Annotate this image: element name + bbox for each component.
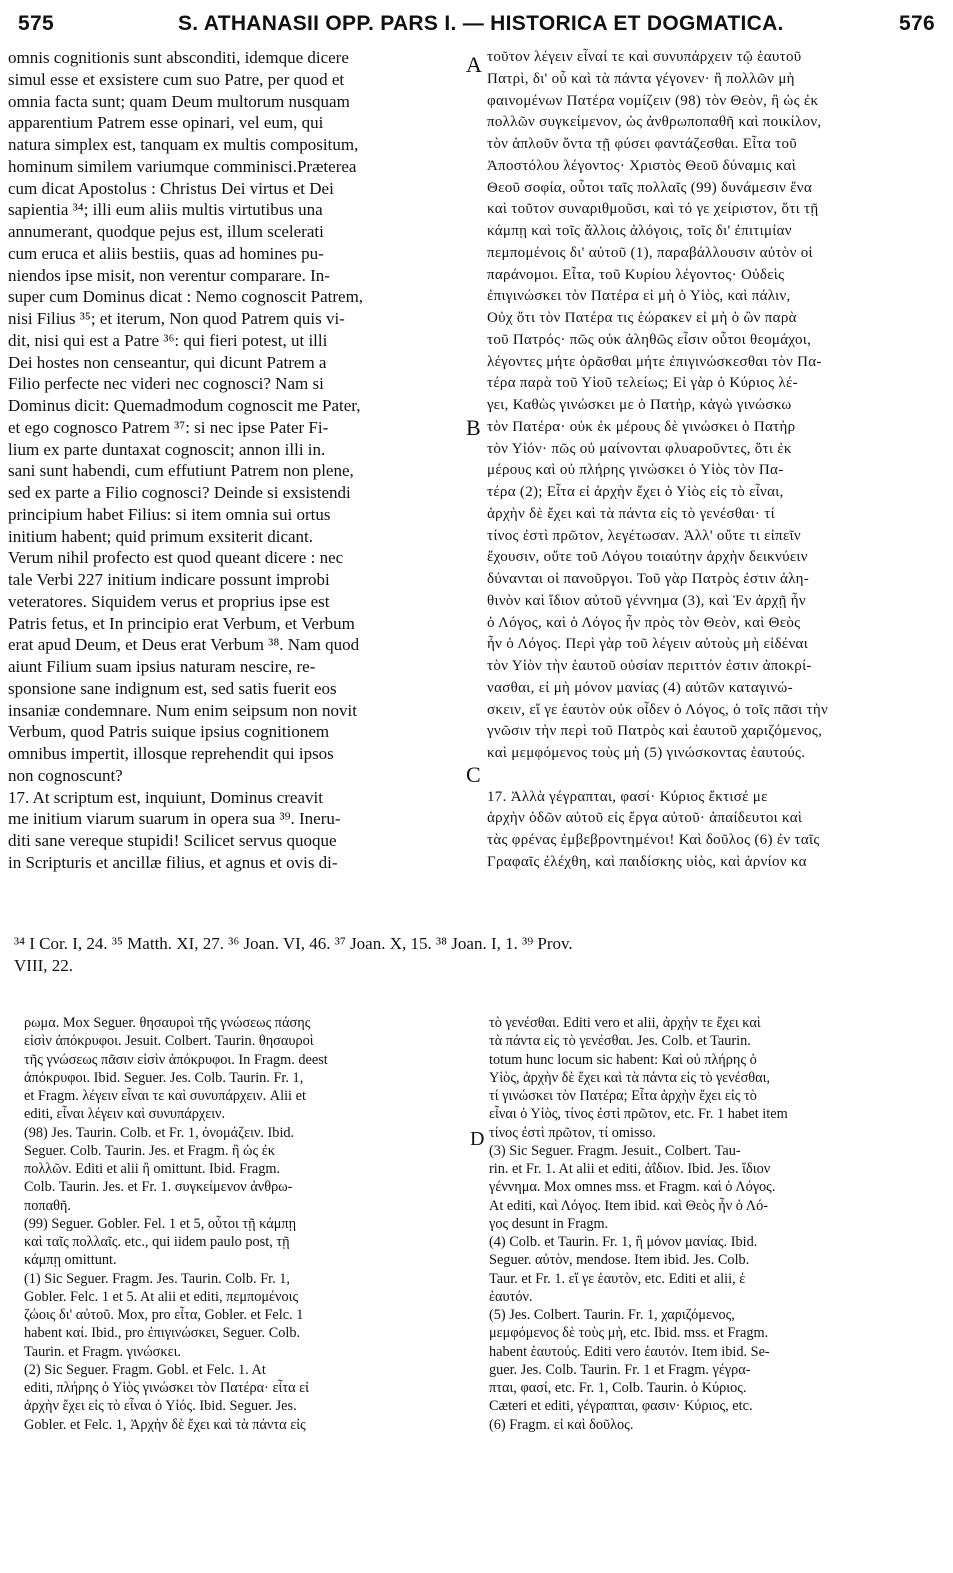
- latin-line: apparentium Patrem esse opinari, vel eum, qui: [8, 113, 324, 133]
- greek-line: τὸν Υἱὸν τὴν ἑαυτοῦ οὐσίαν περιττόν ἐστιν ἀποκρί-: [487, 658, 812, 674]
- note-line: πολλῶν. Editi et alii ἢ omittunt. Ibid. Fragm.: [24, 1161, 281, 1177]
- latin-line: hominum similem variumque comminisci.Præterea: [8, 156, 357, 176]
- latin-line: veteratores. Siquidem verus et proprius ipse est: [8, 591, 330, 611]
- greek-line: τέρα (2); Εἶτα εἰ ἀρχὴν ἔχει ὁ Υἱὸς εἰς τὸ εἶναι,: [487, 484, 784, 500]
- latin-text-column: [8, 47, 462, 874]
- greek-line: γει, Καθὼς γινώσκει με ὁ Πατὴρ, κἀγὼ γινώσκω: [487, 397, 792, 413]
- latin-line: omnis cognitionis sunt absconditi, idemque dicere: [8, 48, 349, 67]
- note-line: (2) Sic Seguer. Fragm. Gobl. et Felc. 1. At: [24, 1361, 266, 1378]
- greek-line: καὶ μεμφόμενος τοὺς μὴ (5) γινώσκοντας ἑαυτούς.: [487, 745, 806, 761]
- latin-line: Verbum, quod Patris suique ipsius cognitionem: [8, 722, 330, 742]
- greek-line: καὶ τοῦτον συναριθμοῦσι, καὶ τό γε χείριστον, ὅτι τῇ: [487, 201, 819, 218]
- greek-line: [487, 765, 940, 787]
- latin-line: Verum nihil profecto est quod queant dicere : nec: [8, 548, 344, 568]
- page-number-right: 576: [899, 12, 935, 35]
- scripture-ref-line: VIII, 22.: [14, 956, 74, 975]
- greek-line: τὸν Υἱόν· πῶς οὐ μαίνονται φλυαροῦντες, ὅτι ἐκ: [487, 440, 792, 457]
- greek-line: πεμπομένοις δι' αὐτοῦ (1), παραβάλλουσιν αὐτὸν οἱ: [487, 244, 813, 261]
- note-line: Seguer. Colb. Taurin. Jes. et Fragm. ἢ ὡς ἐκ: [24, 1142, 275, 1159]
- latin-line: super cum Dominus dicat : Nemo cognoscit Patrem,: [8, 287, 364, 307]
- greek-line: μέρους καὶ οὐ πλήρης γινώσκει ὁ Υἱὸς τὸν Πα-: [487, 462, 784, 479]
- margin-letter-d: D: [470, 1128, 485, 1150]
- latin-line: me initium viarum suarum in opera sua ³⁹. Ineru-: [8, 809, 341, 829]
- latin-line: in Scripturis et ancillæ filius, et agnus et ovis di-: [8, 852, 338, 872]
- greek-line: Γραφαῖς ἐλέχθη, καὶ παιδίσκης υἱὸς, καὶ ἀρνίον κα: [487, 853, 807, 870]
- latin-line: sapientia ³⁴; illi eum aliis multis virtutibus una: [8, 200, 323, 220]
- note-line: τίνος ἐστὶ πρῶτον, τί omisso.: [489, 1124, 656, 1141]
- note-line: (4) Colb. et Taurin. Fr. 1, ἢ μόνον μανίας. Ibid.: [489, 1234, 758, 1250]
- latin-line: non cognoscunt?: [8, 765, 123, 785]
- note-line: καὶ ταῖς πολλαῖς. etc., qui iidem paulo post, τῇ: [24, 1234, 290, 1250]
- latin-line: tale Verbi 227 initium indicare possunt improbi: [8, 570, 330, 589]
- latin-line: dit, nisi qui est a Patre ³⁶: qui fieri potest, ut illi: [8, 330, 328, 350]
- note-line: habent ἑαυτούς. Editi vero ἑαυτόν. Item ibid. Se-: [489, 1343, 770, 1360]
- latin-line: sponsione sane indignum est, sed satis fuerit eos: [8, 678, 337, 698]
- greek-line: τοῦτον λέγειν εἶναί τε καὶ συνυπάρχειν τῷ ἑαυτοῦ: [487, 49, 802, 65]
- greek-line: νασθαι, εἰ μὴ μόνον μανίας (4) αὐτῶν καταγινώ-: [487, 679, 793, 696]
- note-line: τῆς γνώσεως πᾶσιν εἰσὶν ἀπόκρυφοι. In Fragm. deest: [24, 1051, 328, 1068]
- greek-line: ἀρχὴν ὁδῶν αὐτοῦ εἰς ἔργα αὐτοῦ· ἀπαίδευτοι καὶ: [487, 810, 803, 827]
- note-line: Taurin. et Fragm. γινώσκει.: [24, 1343, 182, 1360]
- greek-line: κάμπῃ καὶ τοῖς ἄλλοις ἀλόγοις, τοῖς δι' ἐπιτιμίαν: [487, 223, 792, 239]
- greek-line: λέγοντες μήτε ὁρᾶσθαι μήτε ἐπιγινώσκεσθαι τὸν Πα-: [487, 353, 822, 370]
- note-line: (6) Fragm. εἰ καὶ δοῦλος.: [489, 1416, 634, 1433]
- note-line: Gobler. Felc. 1 et 5. At alii et editi, πεμπομένοις: [24, 1288, 299, 1305]
- greek-text-column: [487, 47, 940, 874]
- note-line: ζώοις δι' αὐτοῦ. Mox, pro εἶτα, Gobler. et Felc. 1: [24, 1307, 304, 1323]
- margin-letter-a: A: [466, 52, 482, 77]
- note-line: habent καί. Ibid., pro ἐπιγινώσκει, Seguer. Colb.: [24, 1325, 301, 1342]
- page-number-left: 575: [18, 12, 54, 35]
- note-line: κάμπῃ omittunt.: [24, 1252, 117, 1269]
- greek-line: ἦν ὁ Λόγος. Περὶ γὰρ τοῦ λέγειν αὐτοὺς μὴ εἰδέναι: [487, 636, 809, 653]
- greek-line: ἀρχὴν δὲ ἔχει καὶ τὰ πάντα εἰς τὸ γενέσθαι· τί: [487, 505, 775, 522]
- greek-line: θινὸν καὶ ἴδιον αὐτοῦ γέννημα (3), καὶ Ἐν ἀρχῇ ἦν: [487, 592, 806, 609]
- greek-line: τοῦ Πατρός· πῶς οὐκ ἀληθῶς εἶσιν οὗτοι θεομάχοι,: [487, 331, 812, 348]
- greek-line: γνῶσιν τὴν περὶ τοῦ Πατρὸς καὶ ἑαυτοῦ χαριζόμενος,: [487, 723, 823, 740]
- note-line: ἑαυτόν.: [489, 1288, 533, 1305]
- latin-line: sani sunt habendi, cum effutiunt Patrem non plene,: [8, 461, 354, 481]
- latin-line: omnia facta sunt; quam Deum multorum nusquam: [8, 91, 350, 111]
- latin-line: simul esse et exsistere cum suo Patre, per quod et: [8, 69, 345, 89]
- note-line: γέννημα. Mox omnes mss. et Fragm. καὶ ὁ Λόγος.: [489, 1179, 776, 1196]
- latin-line: lium ex parte duntaxat cognoscit; annon illi in.: [8, 439, 326, 459]
- note-line: τί γινώσκει τὸν Πατέρα; Εἶτα ἀρχὴν ἔχει εἰς τὸ: [489, 1088, 757, 1104]
- latin-line: Dominus dicit: Quemadmodum cognoscit me Pater,: [8, 396, 361, 415]
- note-line: ἀπόκρυφοι. Ibid. Seguer. Jes. Colb. Taurin. Fr. 1,: [24, 1069, 304, 1086]
- greek-line: Θεοῦ σοφία, οὗτοι ταῖς πολλαῖς (99) δυνάμεσιν ἕνα: [487, 179, 813, 196]
- note-line: et Fragm. λέγειν εἶναι τε καὶ συνυπάρχειν. Alii et: [24, 1088, 306, 1104]
- latin-line: sed ex parte a Filio cognosci? Deinde si exsistendi: [8, 483, 351, 502]
- note-line: Cæteri et editi, γέγραπται, φασιν· Κύριος, etc.: [489, 1398, 753, 1415]
- note-line: totum hunc locum sic habent: Καὶ οὐ πλήρης ὁ: [489, 1051, 757, 1068]
- scripture-ref-line: ³⁴ I Cor. I, 24. ³⁵ Matth. XI, 27. ³⁶ Joan. VI, 46. ³⁷ Joan. X, 15. ³⁸ Joan. I, 1. ³⁹ Prov.: [14, 934, 573, 953]
- note-line: (1) Sic Seguer. Fragm. Jes. Taurin. Colb. Fr. 1,: [24, 1270, 290, 1287]
- latin-line: nisi Filius ³⁵; et iterum, Non quod Patrem quis vi-: [8, 309, 345, 328]
- running-header: [18, 8, 935, 42]
- latin-line: diti sane vereque stupidi! Scilicet servus quoque: [8, 831, 337, 850]
- scripture-references: [14, 933, 934, 977]
- note-line: At editi, καὶ Λόγος. Item ibid. καὶ Θεὸς ἦν ὁ Λό-: [489, 1197, 769, 1214]
- note-line: guer. Jes. Colb. Taurin. Fr. 1 et Fragm. γέγρα-: [489, 1361, 751, 1378]
- greek-line: ἐπιγινώσκει τὸν Πατέρα εἰ μὴ ὁ Υἱὸς, καὶ πάλιν,: [487, 288, 791, 305]
- critical-notes-left: [24, 1014, 469, 1434]
- latin-line: 17. At scriptum est, inquiunt, Dominus creavit: [8, 787, 323, 807]
- margin-letter-b: B: [466, 415, 481, 440]
- latin-line: cum dicat Apostolus : Christus Dei virtus et Dei: [8, 178, 334, 198]
- note-line: editi, εἶναι λέγειν καὶ συνυπάρχειν.: [24, 1106, 226, 1123]
- note-line: μεμφόμενος δὲ τοὺς μὴ, etc. Ibid. mss. et Fragm.: [489, 1325, 769, 1342]
- latin-line: Dei hostes non censeantur, qui dicunt Patrem a: [8, 352, 327, 372]
- latin-line: natura simplex est, tanquam ex multis compositum,: [8, 135, 359, 154]
- margin-letter-c: C: [466, 762, 481, 787]
- latin-line: Filio perfecte nec videri nec cognosci? Nam si: [8, 374, 324, 394]
- latin-line: aiunt Filium suam ipsius naturam nescire, re-: [8, 657, 316, 676]
- note-line: editi, πλήρης ὁ Υἱὸς γινώσκει τὸν Πατέρα· εἶτα εἰ: [24, 1380, 309, 1396]
- note-line: τὸ γενέσθαι. Editi vero et alii, ἀρχὴν τε ἔχει καὶ: [489, 1015, 761, 1031]
- greek-line: σκειν, εἴ γε ἑαυτὸν οὐκ οἶδεν ὁ Λόγος, ὁ τοῖς πᾶσι τὴν: [487, 701, 829, 718]
- greek-line: ἔχουσιν, οὔτε τοῦ Λόγου τοιαύτην ἀρχὴν δεικνύειν: [487, 549, 808, 566]
- note-line: rin. et Fr. 1. At alii et editi, ἀΐδιον. Ibid. Jes. ἴδιον: [489, 1161, 771, 1177]
- latin-line: cum eruca et aliis bestiis, quas ad homines pu-: [8, 243, 324, 263]
- note-line: εἰσὶν ἀπόκρυφοι. Jesuit. Colbert. Taurin. θησαυροὶ: [24, 1033, 314, 1050]
- note-line: εἶναι ὁ Υἱὸς, τίνος ἐστὶ πρῶτον, etc. Fr. 1 habet item: [489, 1106, 788, 1123]
- greek-line: 17. Ἀλλὰ γέγραπται, φασί· Κύριος ἔκτισέ με: [487, 788, 768, 805]
- greek-line: τὰς φρένας ἐμβεβροντημένοι! Καὶ δοῦλος (6) ἐν ταῖς: [487, 832, 820, 848]
- note-line: Υἱὸς, ἀρχὴν δὲ ἔχει καὶ τὰ πάντα εἰς τὸ γενέσθαι,: [489, 1069, 771, 1086]
- greek-line: τὸν Πατέρα· οὐκ ἐκ μέρους δὲ γινώσκει ὁ Πατὴρ: [487, 418, 796, 435]
- greek-line: ὁ Λόγος, καὶ ὁ Λόγος ἦν πρὸς τὸν Θεὸν, καὶ Θεὸς: [487, 614, 801, 631]
- note-line: ἀρχὴν ἔχει εἰς τὸ εἶναι ὁ Υἱός. Ibid. Seguer. Jes.: [24, 1398, 297, 1415]
- greek-line: παράνομοι. Εἶτα, τοῦ Κυρίου λέγοντος· Οὐδεὶς: [487, 266, 785, 283]
- greek-line: Πατρὶ, δι' οὗ καὶ τὰ πάντα γέγονεν· ἢ πολλῶν μὴ: [487, 70, 795, 87]
- latin-line: principium habet Filius: si item omnia sui ortus: [8, 504, 331, 524]
- note-line: (3) Sic Seguer. Fragm. Jesuit., Colbert. Tau-: [489, 1142, 741, 1159]
- note-line: (98) Jes. Taurin. Colb. et Fr. 1, ὀνομάζειν. Ibid.: [24, 1124, 295, 1141]
- note-line: γος desunt in Fragm.: [489, 1215, 609, 1232]
- note-line: πται, φασί, etc. Fr. 1, Colb. Taurin. ὁ Κύριος.: [489, 1380, 747, 1396]
- note-line: Colb. Taurin. Jes. et Fr. 1. συγκείμενον ἀνθρω-: [24, 1179, 293, 1196]
- note-line: Taur. et Fr. 1. εἴ γε ἑαυτὸν, etc. Editi et alii, ἑ: [489, 1270, 746, 1287]
- greek-line: πολλῶν συγκείμενον, ὡς ἀνθρωποπαθῆ καὶ ποικίλον,: [487, 114, 822, 131]
- latin-line: insaniæ condemnare. Num enim seipsum non novit: [8, 700, 357, 720]
- note-line: ρωμα. Mox Seguer. θησαυροὶ τῆς γνώσεως πάσης: [24, 1015, 311, 1031]
- page-title: S. ATHANASII OPP. PARS I. — HISTORICA ET DOGMATICA.: [178, 12, 784, 35]
- latin-line: Patris fetus, et In principio erat Verbum, et Verbum: [8, 613, 355, 633]
- greek-line: τίνος ἐστὶ πρῶτον, λεγέτωσαν. Ἀλλ' οὔτε τι εἰπεῖν: [487, 527, 801, 544]
- latin-line: omnibus impertit, illosque reprehendit qui ipsos: [8, 744, 334, 763]
- greek-line: Ἀποστόλου λέγοντος· Χριστὸς Θεοῦ δύναμις καὶ: [487, 157, 797, 174]
- latin-line: et ego cognosco Patrem ³⁷: si nec ipse Pater Fi-: [8, 417, 329, 437]
- note-line: (99) Seguer. Gobler. Fel. 1 et 5, οὗτοι τῇ κάμπῃ: [24, 1215, 297, 1232]
- greek-line: τὸν ἁπλοῦν ὄντα τῇ φύσει φαντάζεσθαι. Εἶτα τοῦ: [487, 136, 797, 152]
- latin-line: niendos ipse misit, non verentur comparare. In-: [8, 265, 330, 285]
- note-line: ποπαθῆ.: [24, 1197, 71, 1214]
- latin-line: annumerant, quodque pejus est, illum scelerati: [8, 222, 324, 241]
- greek-line: δύνανται οἱ πανοῦργοι. Τοῦ γὰρ Πατρὸς ἐστιν ἀλη-: [487, 571, 810, 587]
- latin-line: erat apud Deum, et Deus erat Verbum ³⁸. Nam quod: [8, 635, 360, 655]
- note-line: Seguer. αὐτὸν, mendose. Item ibid. Jes. Colb.: [489, 1252, 750, 1269]
- greek-line: τέρα παρὰ τοῦ Υἱοῦ τελείως; Εἰ γὰρ ὁ Κύριος λέ-: [487, 375, 798, 392]
- note-line: Gobler. et Felc. 1, Ἀρχὴν δὲ ἔχει καὶ τὰ πάντα εἰς: [24, 1416, 306, 1433]
- note-line: τὰ πάντα εἰς τὸ γενέσθαι. Jes. Colb. et Taurin.: [489, 1033, 751, 1050]
- note-line: (5) Jes. Colbert. Taurin. Fr. 1, χαριζόμενος,: [489, 1307, 735, 1323]
- greek-line: φαινομένων Πατέρα νομίζειν (98) τὸν Θεὸν, ἢ ὡς ἐκ: [487, 92, 819, 109]
- greek-line: Οὐχ ὅτι τὸν Πατέρα τις ἑώρακεν εἰ μὴ ὁ ὢν παρὰ: [487, 310, 797, 326]
- critical-notes-right: [489, 1014, 929, 1434]
- latin-line: initium habent; quid primum exsiterit dicant.: [8, 526, 314, 546]
